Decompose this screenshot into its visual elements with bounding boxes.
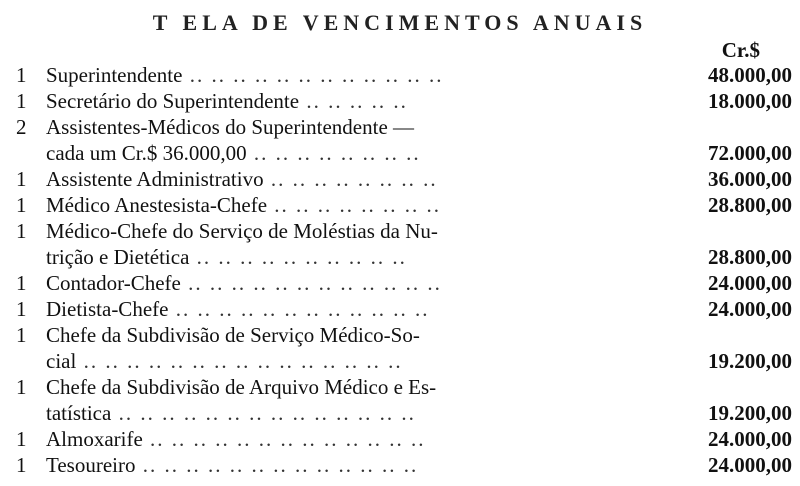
row-amount: 36.000,00	[708, 167, 792, 191]
table-row	[0, 192, 800, 218]
row-quantity: 1	[16, 271, 27, 295]
table-row	[0, 426, 800, 452]
row-amount: 28.800,00	[708, 193, 792, 217]
row-leader-dots: .. .. .. .. .. .. .. .. .. .. .. .. ..	[135, 453, 419, 477]
row-description-text: Chefe da Subdivisão de Serviço Médico-So-	[46, 323, 420, 347]
row-description-text: Assistentes-Médicos do Superintendente —	[46, 115, 415, 139]
table-row	[0, 244, 800, 270]
row-description	[46, 218, 650, 244]
table-row	[0, 166, 800, 192]
row-description-text: Tesoureiro	[46, 453, 136, 477]
row-description	[46, 62, 650, 88]
row-description	[46, 296, 650, 322]
row-description	[46, 270, 650, 296]
table-row	[0, 114, 800, 140]
row-description-text: Chefe da Subdivisão de Arquivo Médico e Es-	[46, 375, 437, 399]
row-amount: 48.000,00	[708, 63, 792, 87]
row-leader-dots: .. .. .. .. .. .. .. .. .. .. .. ..	[180, 271, 442, 295]
row-leader-dots: .. .. .. .. .. .. .. ..	[246, 141, 421, 165]
row-description-text: tatística	[46, 401, 112, 425]
row-description	[46, 374, 650, 400]
row-description-text: Médico Anestesista-Chefe	[46, 193, 268, 217]
row-description	[46, 348, 650, 374]
row-description	[46, 400, 650, 426]
row-amount: 72.000,00	[708, 141, 792, 165]
row-description-text: Almoxarife	[46, 427, 143, 451]
row-quantity: 1	[16, 427, 27, 451]
table-row	[0, 140, 800, 166]
row-quantity: 1	[16, 453, 27, 477]
row-quantity: 1	[16, 219, 27, 243]
row-quantity: 1	[16, 323, 27, 347]
row-leader-dots: .. .. .. .. .. .. .. ..	[267, 193, 442, 217]
row-leader-dots: .. .. .. .. .. .. .. ..	[263, 167, 438, 191]
row-description-text: Superintendente	[46, 63, 183, 87]
row-amount: 24.000,00	[708, 297, 792, 321]
row-description	[46, 166, 650, 192]
row-description	[46, 452, 650, 478]
row-description	[46, 192, 650, 218]
row-amount: 24.000,00	[708, 453, 792, 477]
page-title: T ELA DE VENCIMENTOS ANUAIS	[152, 10, 648, 35]
row-leader-dots: .. .. .. .. .. .. .. .. .. .. .. .. .. ..	[111, 401, 416, 425]
row-description-text: trição e Dietética	[46, 245, 190, 269]
table-row	[0, 88, 800, 114]
row-leader-dots: .. .. .. .. .. .. .. .. .. .. .. .. .. .. ..	[76, 349, 403, 373]
row-amount: 19.200,00	[708, 401, 792, 425]
row-quantity: 1	[16, 297, 27, 321]
table-row	[0, 270, 800, 296]
row-description	[46, 140, 650, 166]
row-description	[46, 244, 650, 270]
row-description-text: Secretário do Superintendente	[46, 89, 300, 113]
row-description	[46, 322, 650, 348]
row-leader-dots: .. .. .. .. .. .. .. .. .. ..	[189, 245, 407, 269]
table-row	[0, 322, 800, 348]
row-leader-dots: .. .. .. .. .. .. .. .. .. .. .. ..	[182, 63, 444, 87]
table-row	[0, 218, 800, 244]
row-quantity: 1	[16, 89, 27, 113]
row-description	[46, 88, 650, 114]
row-description-text: Assistente Administrativo	[46, 167, 264, 191]
row-description	[46, 114, 650, 140]
table-row	[0, 296, 800, 322]
table-row	[0, 348, 800, 374]
row-description-text: cial	[46, 349, 77, 373]
row-description-text: Médico-Chefe do Serviço de Moléstias da Nu-	[46, 219, 438, 243]
table-row	[0, 62, 800, 88]
row-amount: 18.000,00	[708, 89, 792, 113]
row-quantity: 1	[16, 167, 27, 191]
row-leader-dots: .. .. .. .. ..	[299, 89, 408, 113]
table-row	[0, 374, 800, 400]
table-row	[0, 452, 800, 478]
table-row	[0, 400, 800, 426]
row-amount: 24.000,00	[708, 427, 792, 451]
row-description-text: cada um Cr.$ 36.000,00	[46, 141, 247, 165]
row-description-text: Contador-Chefe	[46, 271, 181, 295]
row-leader-dots: .. .. .. .. .. .. .. .. .. .. .. .. ..	[142, 427, 426, 451]
row-leader-dots: .. .. .. .. .. .. .. .. .. .. .. ..	[168, 297, 430, 321]
row-amount: 28.800,00	[708, 245, 792, 269]
row-quantity: 2	[16, 115, 27, 139]
row-quantity: 1	[16, 375, 27, 399]
row-quantity: 1	[16, 193, 27, 217]
row-amount: 19.200,00	[708, 349, 792, 373]
currency-header: Cr.$	[721, 38, 760, 62]
row-description	[46, 426, 650, 452]
row-amount: 24.000,00	[708, 271, 792, 295]
row-description-text: Dietista-Chefe	[46, 297, 169, 321]
row-quantity: 1	[16, 63, 27, 87]
